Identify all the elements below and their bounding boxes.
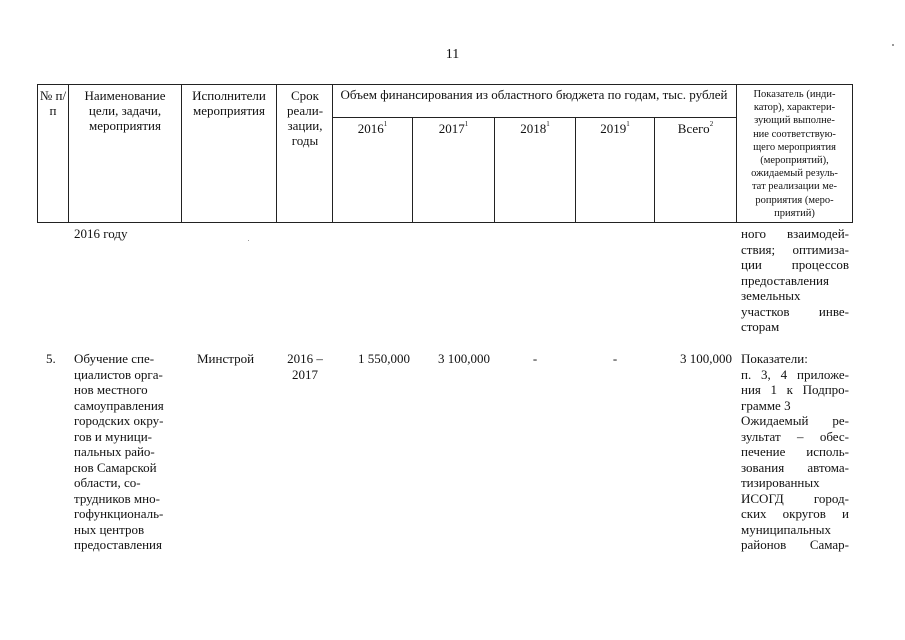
- row5-num: 5.: [46, 351, 56, 366]
- continued-indicator: ного взаимодей- ствия; оптимиза- ции процессов предоставления земельных участков инве- сторам: [741, 226, 849, 334]
- continued-name: 2016 году: [74, 226, 128, 241]
- row5-name: Обучение спе- циалистов орга- нов местного самоуправления городских окру- гов и муници- пальных райо- нов Самарской области, со- трудников мно- гофункциональ- ных центров предоставления: [74, 351, 164, 552]
- row5-value-2019: -: [612, 351, 618, 366]
- header-name: Наименование цели, задачи, мероприятия: [84, 88, 166, 133]
- header-term: Срок реали-зации, годы: [286, 88, 324, 148]
- page-number: 11: [445, 47, 460, 62]
- row5-value-2017: 3 100,000: [438, 351, 490, 366]
- header-executors: Исполнители мероприятия: [192, 88, 266, 118]
- row5-executor: Минстрой: [197, 351, 255, 366]
- row5-value-2018: -: [532, 351, 538, 366]
- header-year-2019: 2019$^1$: [600, 120, 630, 136]
- scan-speck: [892, 44, 894, 46]
- scan-speck: [248, 240, 249, 241]
- header-year-2017: 2017$^1$: [438, 120, 469, 136]
- row5-value-total: 3 100,000: [680, 351, 732, 366]
- header-year-2016: 2016$^1$: [357, 120, 388, 136]
- header-funding: Объем финансирования из областного бюджета по годам, тыс. рублей: [340, 87, 728, 102]
- header-num: № п/п: [39, 88, 67, 118]
- row5-value-2016: 1 550,000: [358, 351, 410, 366]
- row5-indicator: Показатели: п. 3, 4 приложе- ния 1 к Подпро- грамме 3 Ожидаемый ре- зультат – обес- печение исполь- зования автома- тизированных ИСОГД город- ских округов и муниципальных районов Самар-: [741, 351, 849, 552]
- header-total: Всего$^2$: [677, 120, 714, 136]
- header-year-2018: 2018$^1$: [520, 120, 550, 136]
- row5-term: 2016 – 2017: [287, 351, 323, 382]
- header-indicator: Показатель (инди- катор), характери- зующий выполне- ние соответствую- щего мероприятия (мероприятий), ожидаемый резуль- тат реализации ме- роприятия (меро- приятий): [751, 89, 838, 219]
